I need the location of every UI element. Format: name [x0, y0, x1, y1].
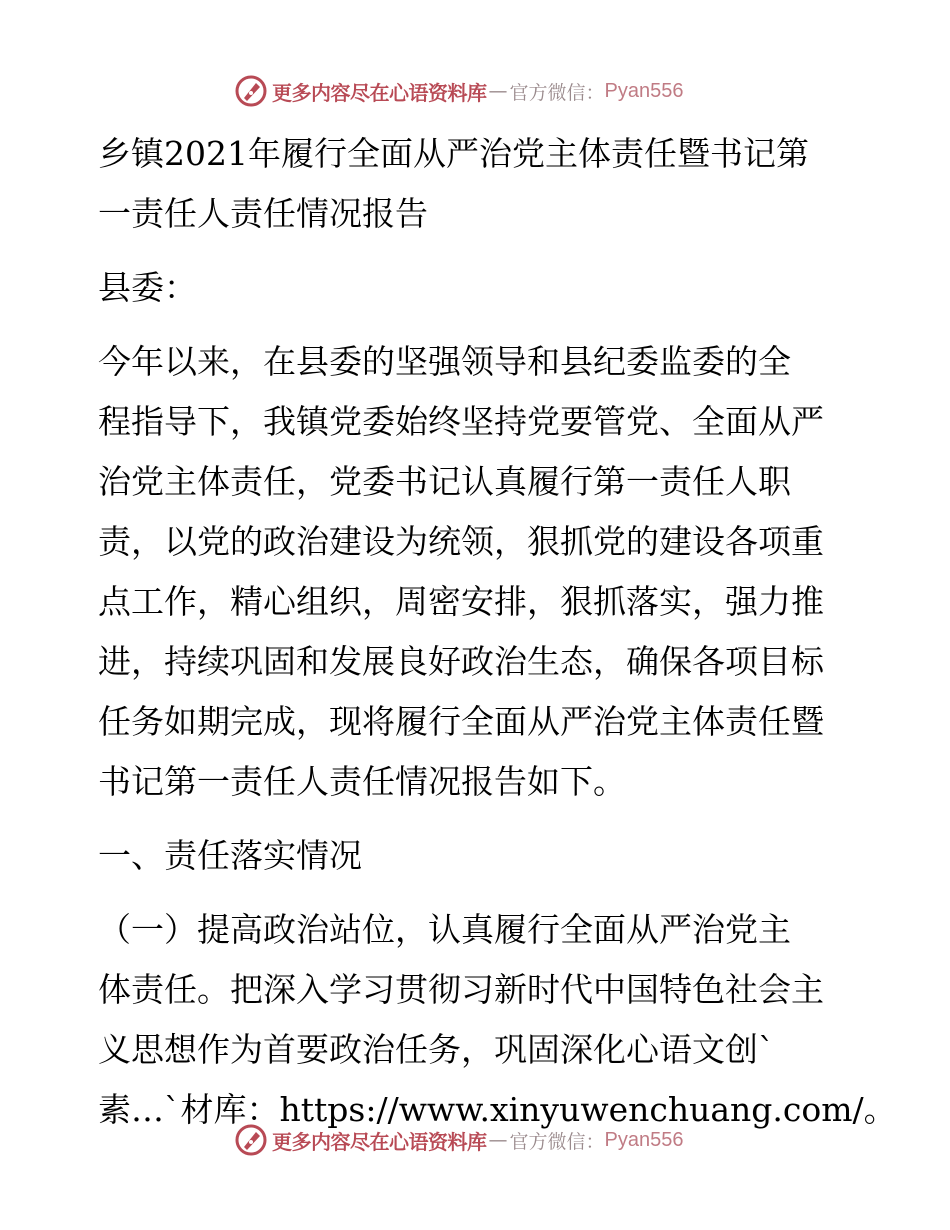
watermark-separator: —: [488, 1129, 508, 1151]
watermark-wechat-label: 官方微信：: [509, 1130, 605, 1153]
salutation: 县委：: [98, 268, 197, 307]
title-line-1: 乡镇2021年履行全面从严治党主体责任暨书记第: [98, 134, 809, 173]
paragraph1-line-5: 点工作，精心组织，周密安排，狠抓落实，强力推: [98, 582, 824, 621]
document-body: [98, 124, 897, 1140]
watermark-banner-bottom: [234, 1120, 683, 1160]
watermark-wechat-label: 官方微信：: [509, 81, 605, 104]
paragraph1-line-3: 治党主体责任，党委书记认真履行第一责任人职: [98, 462, 791, 501]
paragraph1-line-8: 书记第一责任人责任情况报告如下。: [98, 762, 626, 801]
paragraph1-line-1: 今年以来，在县委的坚强领导和县纪委监委的全: [98, 342, 791, 381]
paragraph1-line-2: 程指导下，我镇党委始终坚持党要管党、全面从严: [98, 402, 824, 441]
paragraph2-line-4: 素…`材库：https://www.xinyuwenchuang.com/。: [98, 1090, 897, 1129]
watermark-banner-top: [234, 71, 683, 111]
paragraph1-line-4: 责，以党的政治建设为统领，狠抓党的建设各项重: [98, 522, 824, 561]
section1-heading: 一、责任落实情况: [98, 836, 362, 875]
watermark-main-text: 更多内容尽在心语资料库: [272, 1129, 487, 1154]
watermark-wechat-id: Pyan556: [604, 1128, 684, 1151]
pen-nib-logo-icon: [234, 74, 268, 108]
watermark-wechat-id: Pyan556: [604, 79, 684, 102]
title-line-2: 一责任人责任情况报告: [98, 194, 428, 233]
spacer: [98, 812, 858, 826]
paragraph1-line-6: 进，持续巩固和发展良好政治生态，确保各项目标: [98, 642, 824, 681]
watermark-separator: —: [488, 80, 508, 102]
paragraph2-line-1: （一）提高政治站位，认真履行全面从严治党主: [98, 910, 791, 949]
spacer: [98, 244, 858, 258]
paragraph2-line-2: 体责任。把深入学习贯彻习新时代中国特色社会主: [98, 970, 824, 1009]
spacer: [98, 318, 858, 332]
paragraph1-line-7: 任务如期完成，现将履行全面从严治党主体责任暨: [98, 702, 824, 741]
paragraph2-line-3: 义思想作为首要政治任务，巩固深化心语文创`: [98, 1030, 775, 1069]
spacer: [98, 886, 858, 900]
pen-nib-logo-icon: [234, 1123, 268, 1157]
watermark-main-text: 更多内容尽在心语资料库: [272, 80, 487, 105]
